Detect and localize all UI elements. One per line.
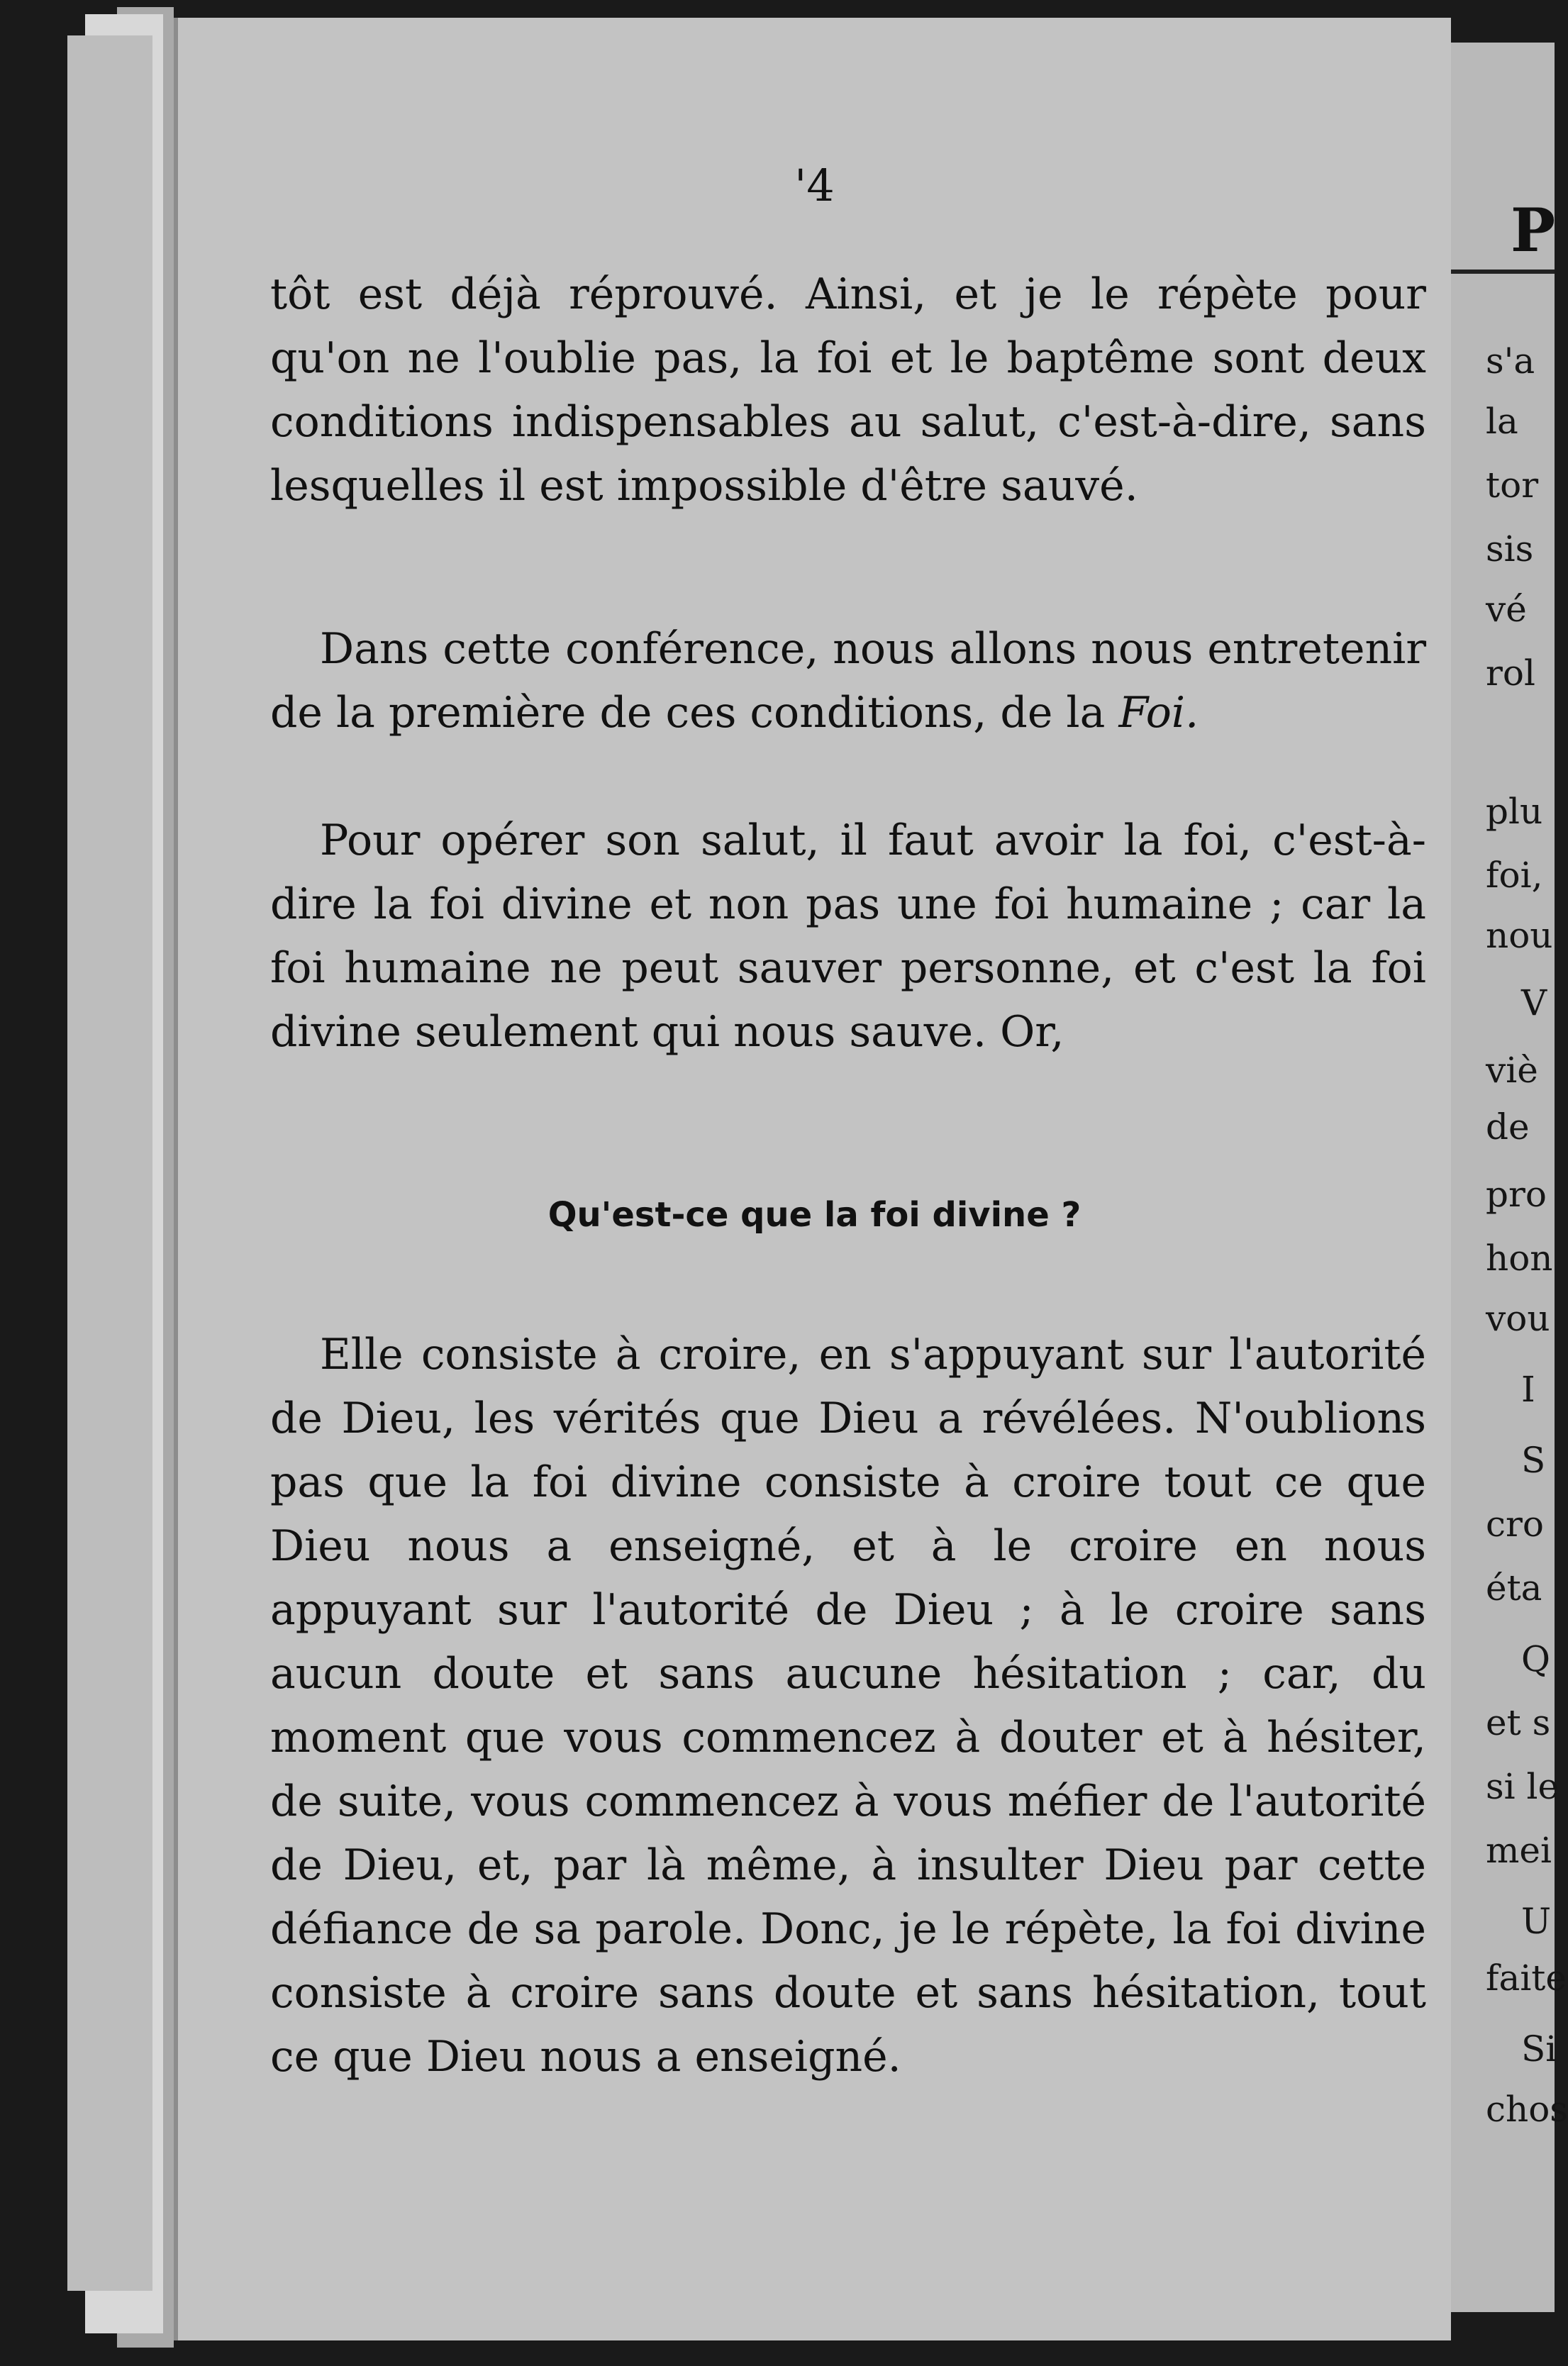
adjacent-page-line: tor xyxy=(1486,465,1539,506)
paragraph-2-italic: Foi. xyxy=(1118,688,1199,738)
adjacent-page-line: S xyxy=(1521,1440,1546,1481)
adjacent-page-line: V xyxy=(1521,982,1547,1023)
page-number: '4 xyxy=(794,160,835,211)
adjacent-page-line: la xyxy=(1486,401,1518,442)
adjacent-page-line: si le xyxy=(1486,1766,1559,1807)
adjacent-page xyxy=(1447,43,1568,2312)
adjacent-page-line: mei xyxy=(1486,1830,1552,1871)
adjacent-page-line: sis xyxy=(1486,528,1534,570)
book-page xyxy=(174,18,1451,2340)
adjacent-page-line: éta xyxy=(1486,1567,1542,1609)
adjacent-page-line: vou xyxy=(1486,1298,1550,1339)
adjacent-page-line: cro xyxy=(1486,1504,1545,1545)
paragraph-1 xyxy=(270,262,1426,518)
adjacent-page-line: de xyxy=(1486,1106,1530,1148)
adjacent-page-line: I xyxy=(1521,1369,1535,1410)
adjacent-page-line: chos xyxy=(1486,2089,1568,2130)
section-heading: Qu'est-ce que la foi divine ? xyxy=(547,1195,1082,1235)
paragraph-2 xyxy=(270,617,1426,745)
adjacent-page-line: foi, xyxy=(1486,855,1543,896)
adjacent-page-line: hon xyxy=(1486,1238,1553,1279)
underlying-page-edge xyxy=(67,35,152,2291)
adjacent-page-line: et s xyxy=(1486,1702,1551,1743)
paragraph-1-text: tôt est déjà réprouvé. Ainsi, et je le répète pour qu'on ne l'oublie pas, la foi et le baptême sont deux conditions indispensables au salut, c'est-à-dire, sans lesquelles il est impossible d'être sauvé. xyxy=(270,270,1426,511)
adjacent-page-heading: P xyxy=(1511,195,1556,265)
adjacent-page-line: U xyxy=(1521,1901,1552,1942)
adjacent-page-line: viè xyxy=(1486,1050,1538,1091)
adjacent-page-line: Q xyxy=(1521,1638,1550,1679)
paragraph-3-text: Pour opérer son salut, il faut avoir la foi, c'est-à-dire la foi divine et non pas une foi humaine ; car la foi humaine ne peut sauver personne, et c'est la foi divine seulement qui nous sauve. Or, xyxy=(270,816,1426,1057)
adjacent-page-line: rol xyxy=(1486,652,1535,694)
paragraph-2-text: Dans cette conférence, nous allons nous entretenir de la première de ces conditions, de la xyxy=(270,624,1426,738)
paragraph-4-text: Elle consiste à croire, en s'appuyant sur l'autorité de Dieu, les vérités que Dieu a révélées. N'oublions pas que la foi divine consiste à croire tout ce que Dieu nous a enseigné, et à le croire en nous appuyant sur l'autorité de Dieu ; à le croire sans aucun doute et sans aucune hésitation ; car, du moment que vous commencez à douter et à hésiter, de suite, vous commencez à vous méfier de l'autorité de Dieu, et, par là même, à insulter Dieu par cette défiance de sa parole. Donc, je le répète, la foi divine consiste à croire sans doute et sans hésitation, tout ce que Dieu nous a enseigné. xyxy=(270,1330,1426,2082)
adjacent-page-rule xyxy=(1447,270,1555,274)
adjacent-page-line: s'a xyxy=(1486,340,1535,382)
adjacent-page-line: plu xyxy=(1486,791,1543,832)
adjacent-page-line: pro xyxy=(1486,1174,1547,1215)
paragraph-4 xyxy=(270,1323,1426,2089)
adjacent-page-line: faite xyxy=(1486,1957,1567,1999)
adjacent-page-line: Si xyxy=(1521,2028,1557,2070)
adjacent-page-line: nou xyxy=(1486,915,1553,956)
paragraph-3 xyxy=(270,809,1426,1064)
adjacent-page-line: vé xyxy=(1486,589,1527,630)
